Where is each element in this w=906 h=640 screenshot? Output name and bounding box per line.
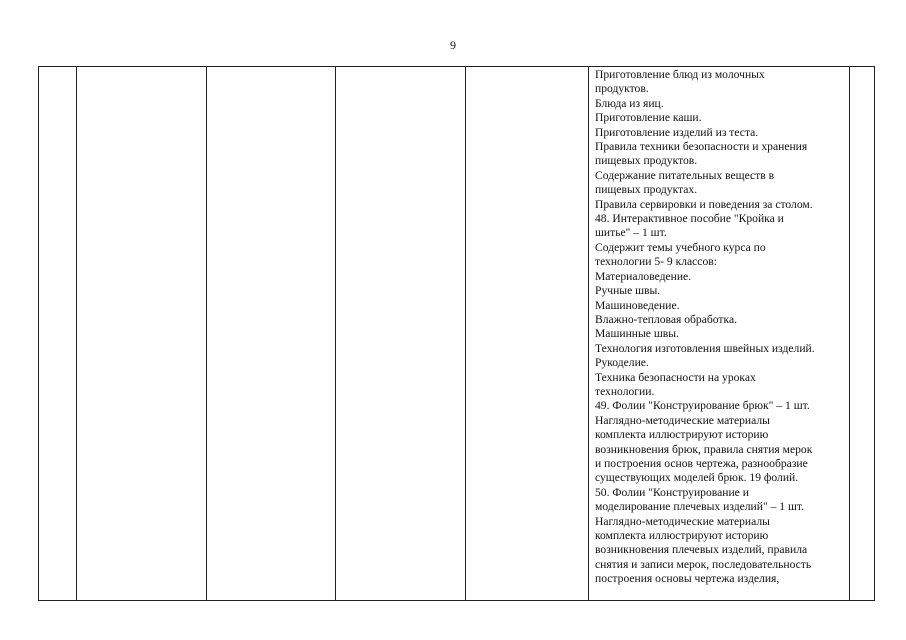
text-line: Ручные швы. [595, 284, 661, 298]
text-line: Рукоделие. [595, 356, 649, 370]
text-line: снятия и записи мерок, последовательность [595, 557, 812, 571]
text-line: возникновения плечевых изделий, правила [595, 543, 808, 557]
text-line: Материаловедение. [595, 269, 692, 283]
text-line: Влажно-тепловая обработка. [595, 312, 737, 326]
table-cell-4 [336, 67, 466, 601]
document-table [38, 66, 875, 601]
text-line: Блюда из яиц. [595, 96, 664, 110]
page-number: 9 [450, 38, 456, 52]
text-line: Приготовление изделий из теста. [595, 125, 759, 139]
text-line: шитье" – 1 шт. [595, 226, 667, 240]
table-cell-5 [466, 67, 589, 601]
text-line: моделирование плечевых изделий" – 1 шт. [595, 500, 804, 514]
text-line: Правила сервировки и поведения за столом. [595, 197, 813, 211]
table-cell-7 [850, 67, 875, 601]
text-line: технологии. [595, 384, 655, 398]
table-cell-2 [77, 67, 207, 601]
text-line: Содержание питательных веществ в [595, 168, 775, 182]
text-line: 49. Фолии "Конструирование брюк" – 1 шт. [595, 399, 810, 413]
text-line: технологии 5- 9 классов: [595, 255, 717, 269]
table-cell-number [39, 67, 77, 601]
text-line: возникновения брюк, правила снятия мерок [595, 442, 813, 456]
text-line: Приготовление каши. [595, 111, 702, 125]
table-row [39, 67, 875, 601]
text-line: Наглядно-методические материалы [595, 514, 770, 528]
text-line: Содержит темы учебного курса по [595, 240, 766, 254]
text-line: продуктов. [595, 82, 649, 96]
text-line: комплекта иллюстрируют историю [595, 428, 769, 442]
text-line: Наглядно-методические материалы [595, 413, 770, 427]
text-line: Приготовление блюд из молочных [595, 68, 765, 81]
text-line: существующих моделей брюк. 19 фолий. [595, 471, 799, 485]
text-line: Машинные швы. [595, 327, 679, 341]
text-line: построения основы чертежа изделия, [595, 572, 780, 586]
text-line: Правила техники безопасности и хранения [595, 140, 808, 154]
table-cell-3 [207, 67, 336, 601]
text-line: Техника безопасности на уроках [595, 370, 756, 384]
text-line: пищевых продуктов. [595, 154, 698, 168]
equipment-description-text [589, 67, 849, 587]
text-line: и построения основ чертежа, разнообразие [595, 456, 808, 470]
text-line: 48. Интерактивное пособие "Кройка и [595, 212, 784, 226]
text-line: пищевых продуктах. [595, 183, 698, 197]
text-line: Машиноведение. [595, 298, 680, 312]
text-line: 50. Фолии "Конструирование и [595, 485, 749, 499]
text-line: комплекта иллюстрируют историю [595, 529, 769, 542]
table-cell-equipment-description [589, 67, 850, 601]
text-line: Технология изготовления швейных изделий. [595, 341, 815, 355]
